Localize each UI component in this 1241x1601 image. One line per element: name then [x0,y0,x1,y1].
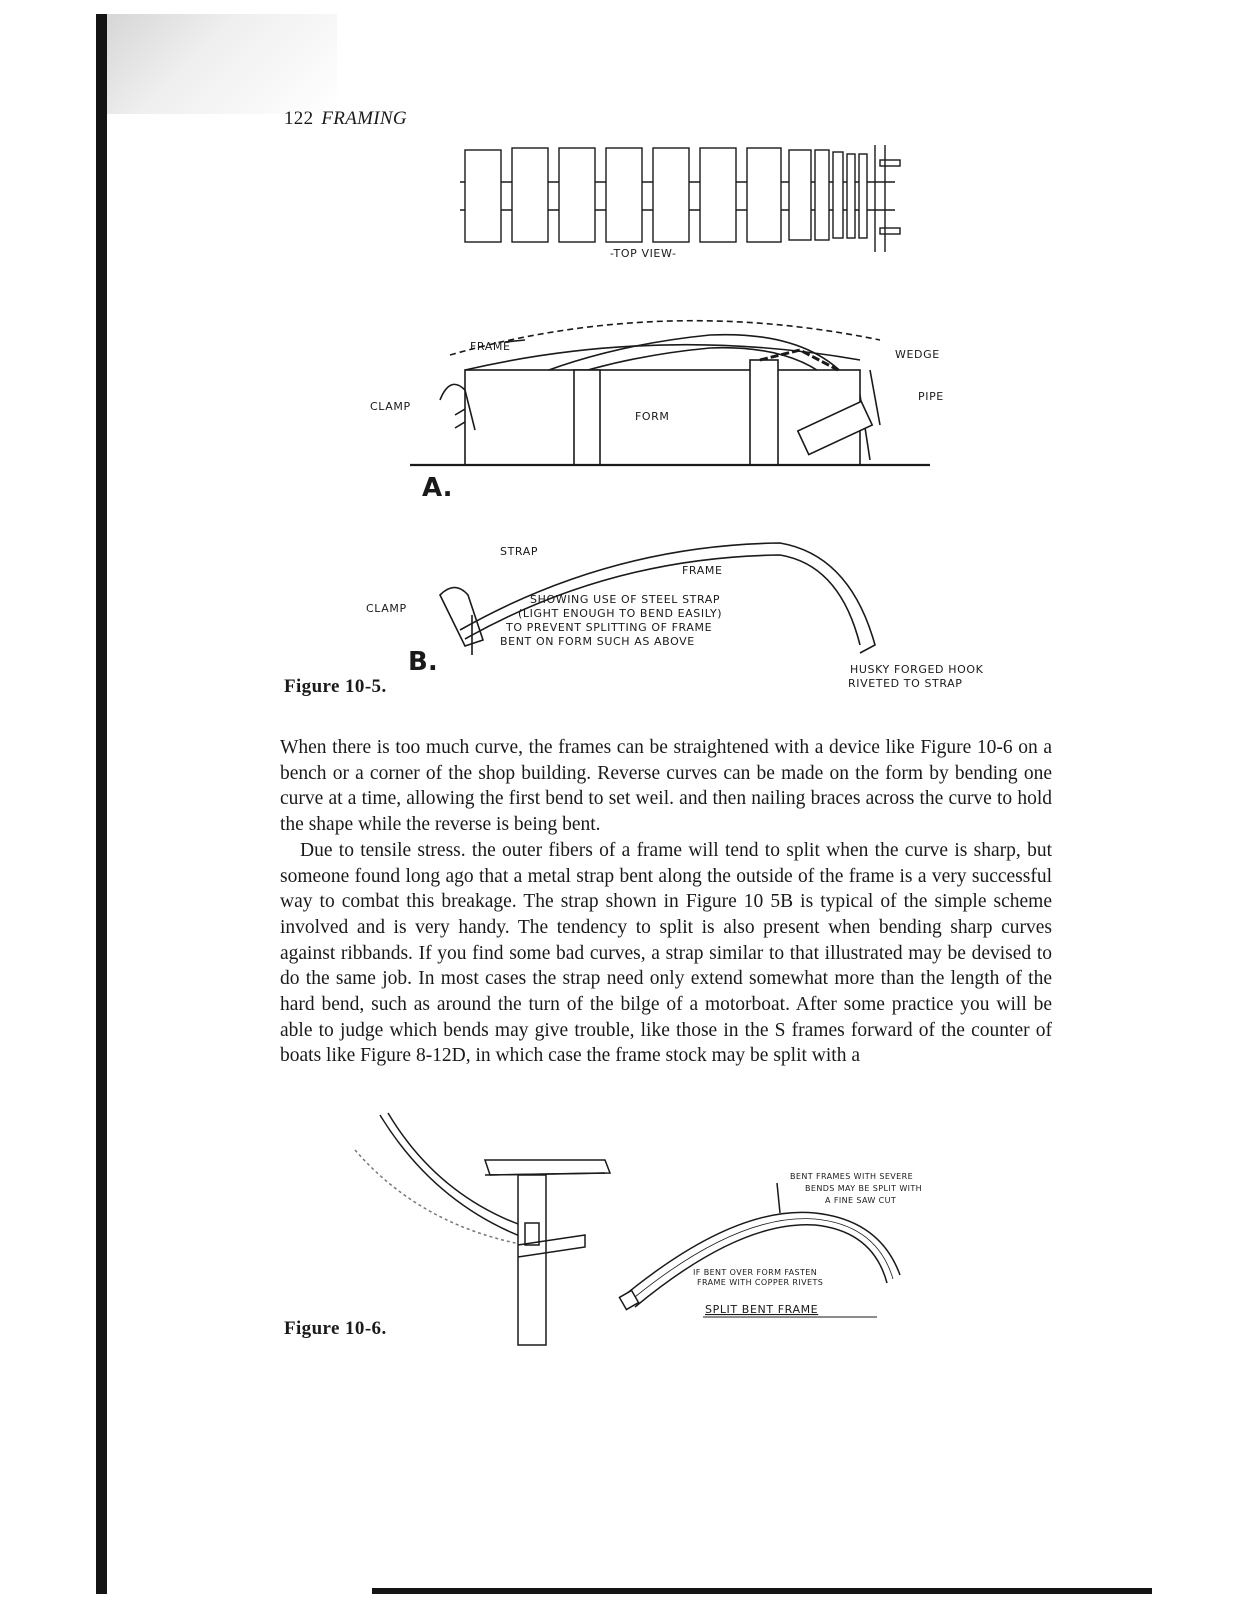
paragraph: Due to tensile stress. the outer fibers of a frame will tend to split when the curve is sharp, but someone found long ago that a metal strap bent along the outside of the frame is a very successful way to combat this breakage. The strap shown in Figure 10 5B is typical of the simple scheme involved and is very handy. The tendency to split is also present when bending sharp curves against ribbands. If you find some bad curves, a strap similar to that illustrated may be devised to do the same job. In most cases the strap need only extend somewhat more than the length of the hard bend, such as around the turn of the bilge of a motorboat. After some practice you will be able to judge which bends may give trouble, like those in the S frames forward of the counter of boats like Figure 8-12D, in which case the frame stock may be split with a [280,839,1052,1067]
figure-10-6-split-frame [615,1165,1005,1325]
b-note-line-1: SHOWING USE OF STEEL STRAP [530,593,721,606]
top-view-label [600,240,740,264]
figure-10-5-a [360,300,960,500]
figure-10-5-caption: Figure 10-5. [284,676,387,697]
b-note-line-2: (LIGHT ENOUGH TO BEND EASILY) [518,607,723,620]
hook-note-line-1: HUSKY FORGED HOOK [850,663,984,676]
scan-shadow [107,14,337,114]
b-note-line-4: BENT ON FORM SUCH AS ABOVE [500,635,695,648]
rivet-note-line-1: IF BENT OVER FORM FASTEN [693,1268,818,1277]
label-clamp-a: CLAMP [370,400,411,413]
label-pipe: PIPE [918,390,944,403]
label-strap: STRAP [500,545,539,558]
rivet-note-line-2: FRAME WITH COPPER RIVETS [697,1278,824,1287]
running-head [284,108,407,130]
panel-b-letter: B. [408,647,438,677]
scan-edge-bar [96,14,107,1594]
label-form: FORM [635,410,670,423]
scan-bottom-bar [372,1588,1152,1594]
label-frame-b: FRAME [682,564,723,577]
label-wedge: WEDGE [895,348,940,361]
saw-note-line-1: BENT FRAMES WITH SEVERE [790,1172,914,1181]
saw-note-line-2: BENDS MAY BE SPLIT WITH [805,1184,923,1193]
running-head-title: FRAMING [321,108,407,129]
label-clamp-b: CLAMP [366,602,407,615]
body-text [280,735,1052,1069]
b-note-line-3: TO PREVENT SPLITTING OF FRAME [506,621,713,634]
saw-note-line-3: A FINE SAW CUT [825,1196,897,1205]
label-frame-a: FRAME [470,340,511,353]
paragraph: When there is too much curve, the frames can be straightened with a device like Figure 10-6 on a bench or a corner of the shop building. Reverse curves can be made on the form by bending one curve at a time, allowing the first bend to set weil. and then nailing braces across the curve to hold the shape while the reverse is being bent. [280,737,1052,836]
figure-10-5-b [360,535,1040,695]
page-number: 122 [284,108,314,129]
top-view-label-text: -TOP VIEW- [610,247,677,260]
split-label: SPLIT BENT FRAME [705,1303,819,1316]
panel-a-letter: A. [422,473,453,500]
figure-10-6-caption: Figure 10-6. [284,1318,387,1339]
hook-note-line-2: RIVETED TO STRAP [848,677,963,690]
